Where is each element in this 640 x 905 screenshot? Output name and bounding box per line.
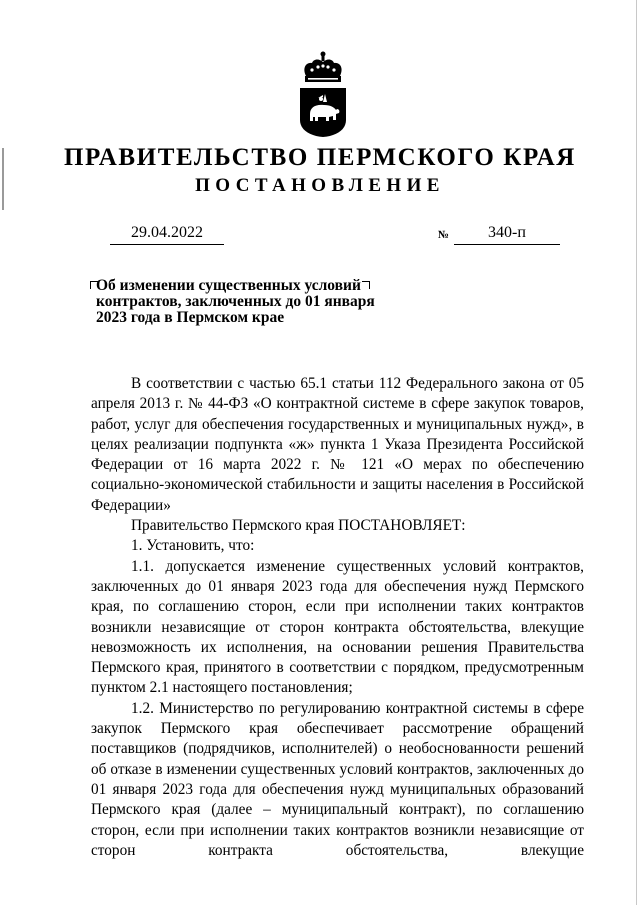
document-type: ПОСТАНОВЛЕНИЕ bbox=[195, 175, 445, 196]
government-title: ПРАВИТЕЛЬСТВО ПЕРМСКОГО КРАЯ bbox=[64, 144, 576, 171]
number-prefix: № bbox=[438, 229, 450, 241]
resolve-paragraph: Правительство Пермского края ПОСТАНОВЛЯЕТ: bbox=[131, 517, 466, 535]
scan-edge-mark bbox=[636, 0, 637, 905]
subject-line: контрактов, заключенных до 01 января bbox=[96, 293, 375, 310]
perm-krai-coat-of-arms-icon bbox=[296, 50, 350, 138]
subject-line: Об изменении существенных условий bbox=[96, 277, 361, 294]
document-subject bbox=[96, 278, 386, 326]
preamble-paragraph: В соответствии с частью 65.1 статьи 112 Федерального закона от 05 апреля 2013 г. № 44-ФЗ «О контрактной системе в сфере закупок товаров, работ, услуг для обеспечения государственных и муниципальных нужд», в целях реализации подпункта «ж» пункта 1 Указа Президента Российской Федерации от 16 марта 2022 г. № 121 «О мерах по обеспечению социально-экономической стабильности и защиты населения в Российской Федерации» bbox=[91, 375, 584, 514]
item-1-2: 1.2. Министерство по регулированию контрактной системы в сфере закупок Пермского края обеспечивает рассмотрение обращений поставщиков (подрядчиков, исполнителей) о необоснованности решений об отказе в изменении существенных условий контрактов, заключенных до 01 января 2023 года для обеспечения нужд муниципальных образований Пермского края (далее – муниципальный контракт), по соглашению сторон, если при исполнении таких контрактов возникли независящие от сторон контракта обстоятельства, влекущие bbox=[91, 699, 584, 859]
item-1-1: 1.1. допускается изменение существенных условий контрактов, заключенных до 01 января 2023 года для обеспечения нужд Пермского края, по соглашению сторон, если при исполнении таких контрактов возникли независящие от сторон контракта обстоятельства, влекущие невозможность их исполнения, на основании решения Правительства Пермского края, принятого в соответствии с порядком, предусмотренным пунктом 2.1 настоящего постановления; bbox=[91, 557, 584, 697]
document-number: 340-п bbox=[454, 224, 560, 245]
subject-line: 2023 года в Пермском крае bbox=[96, 309, 285, 326]
item-1: 1. Установить, что: bbox=[131, 537, 255, 555]
document-body bbox=[91, 374, 584, 861]
document-date: 29.04.2022 bbox=[110, 224, 224, 245]
